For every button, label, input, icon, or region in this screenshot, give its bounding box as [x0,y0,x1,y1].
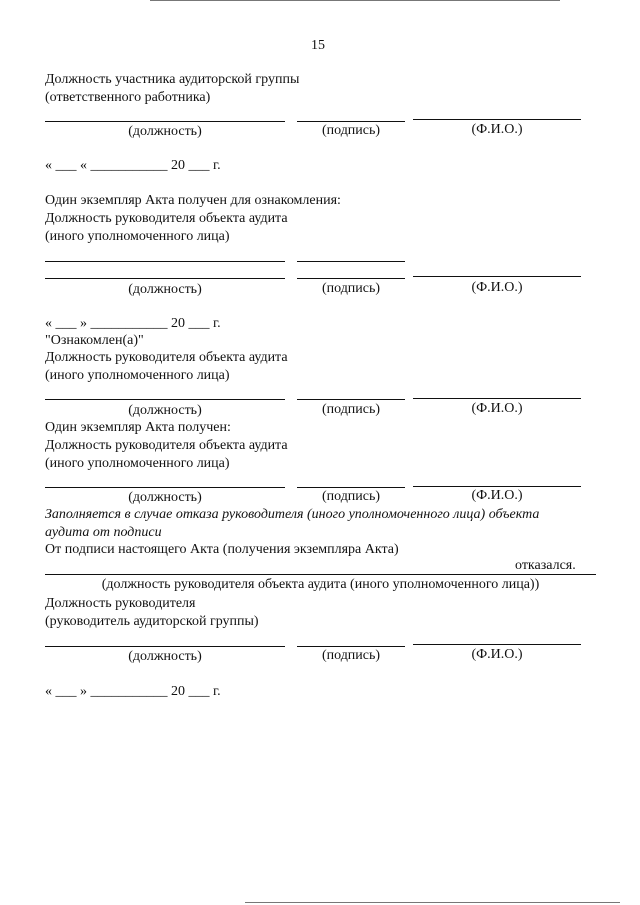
name-line [413,644,581,645]
refused-text: отказался. [515,558,576,573]
signature-line [297,399,405,400]
signature-line [297,278,405,279]
position-line [45,646,285,647]
scan-edge-bottom [245,902,620,903]
refusal-caption: (должность руководителя объекта аудита (иного уполномоченного лица)) [101,577,540,592]
position-line [45,278,285,279]
date-line: « ___ « ___________ 20 ___ г. [45,158,221,173]
refusal-note-continued: аудита от подписи [45,525,162,540]
name-line [413,398,581,399]
signature-caption: (подпись) [321,281,381,296]
name-line [413,276,581,277]
position-caption: (должность) [128,124,202,139]
group-head-position-label: Должность руководителя [45,596,196,611]
authorized-person-label: (иного уполномоченного лица) [45,456,230,471]
page-number: 15 [311,38,325,53]
position-line [45,121,285,122]
auditor-position-subheading: (ответственного работника) [45,90,211,105]
name-line [413,486,581,487]
date-line: « ___ » ___________ 20 ___ г. [45,684,221,699]
refusal-statement: От подписи настоящего Акта (получения экземпляра Акта) [45,542,399,557]
position-caption: (должность) [128,282,202,297]
position-line [45,487,285,488]
name-caption: (Ф.И.О.) [471,122,523,137]
head-position-label: Должность руководителя объекта аудита [45,350,288,365]
head-position-label: Должность руководителя объекта аудита [45,211,288,226]
signature-caption: (подпись) [321,489,381,504]
audit-group-head-label: (руководитель аудиторской группы) [45,614,259,629]
position-caption: (должность) [128,490,202,505]
scan-edge-top [150,0,560,1]
name-caption: (Ф.И.О.) [471,488,523,503]
signature-caption: (подпись) [321,123,381,138]
copy-received-label: Один экземпляр Акта получен: [45,420,231,435]
position-caption: (должность) [128,403,202,418]
name-caption: (Ф.И.О.) [471,647,523,662]
signature-line [297,487,405,488]
signature-line [297,121,405,122]
copy-received-for-review: Один экземпляр Акта получен для ознакомления: [45,193,341,208]
head-position-label: Должность руководителя объекта аудита [45,438,288,453]
authorized-person-label: (иного уполномоченного лица) [45,229,230,244]
name-caption: (Ф.И.О.) [471,401,523,416]
authorized-person-label: (иного уполномоченного лица) [45,368,230,383]
signature-caption: (подпись) [321,402,381,417]
auditor-position-heading: Должность участника аудиторской группы [45,72,300,87]
position-caption: (должность) [128,649,202,664]
acknowledged-label: "Ознакомлен(а)" [45,333,144,348]
date-line: « ___ » ___________ 20 ___ г. [45,316,221,331]
signature-caption: (подпись) [321,648,381,663]
position-line [45,261,285,262]
name-caption: (Ф.И.О.) [471,280,523,295]
position-line [45,399,285,400]
refusal-note: Заполняется в случае отказа руководителя (иного уполномоченного лица) объекта [45,507,540,522]
signature-line [297,646,405,647]
name-line [413,119,581,120]
signature-line [297,261,405,262]
refusal-signature-line [45,574,596,575]
